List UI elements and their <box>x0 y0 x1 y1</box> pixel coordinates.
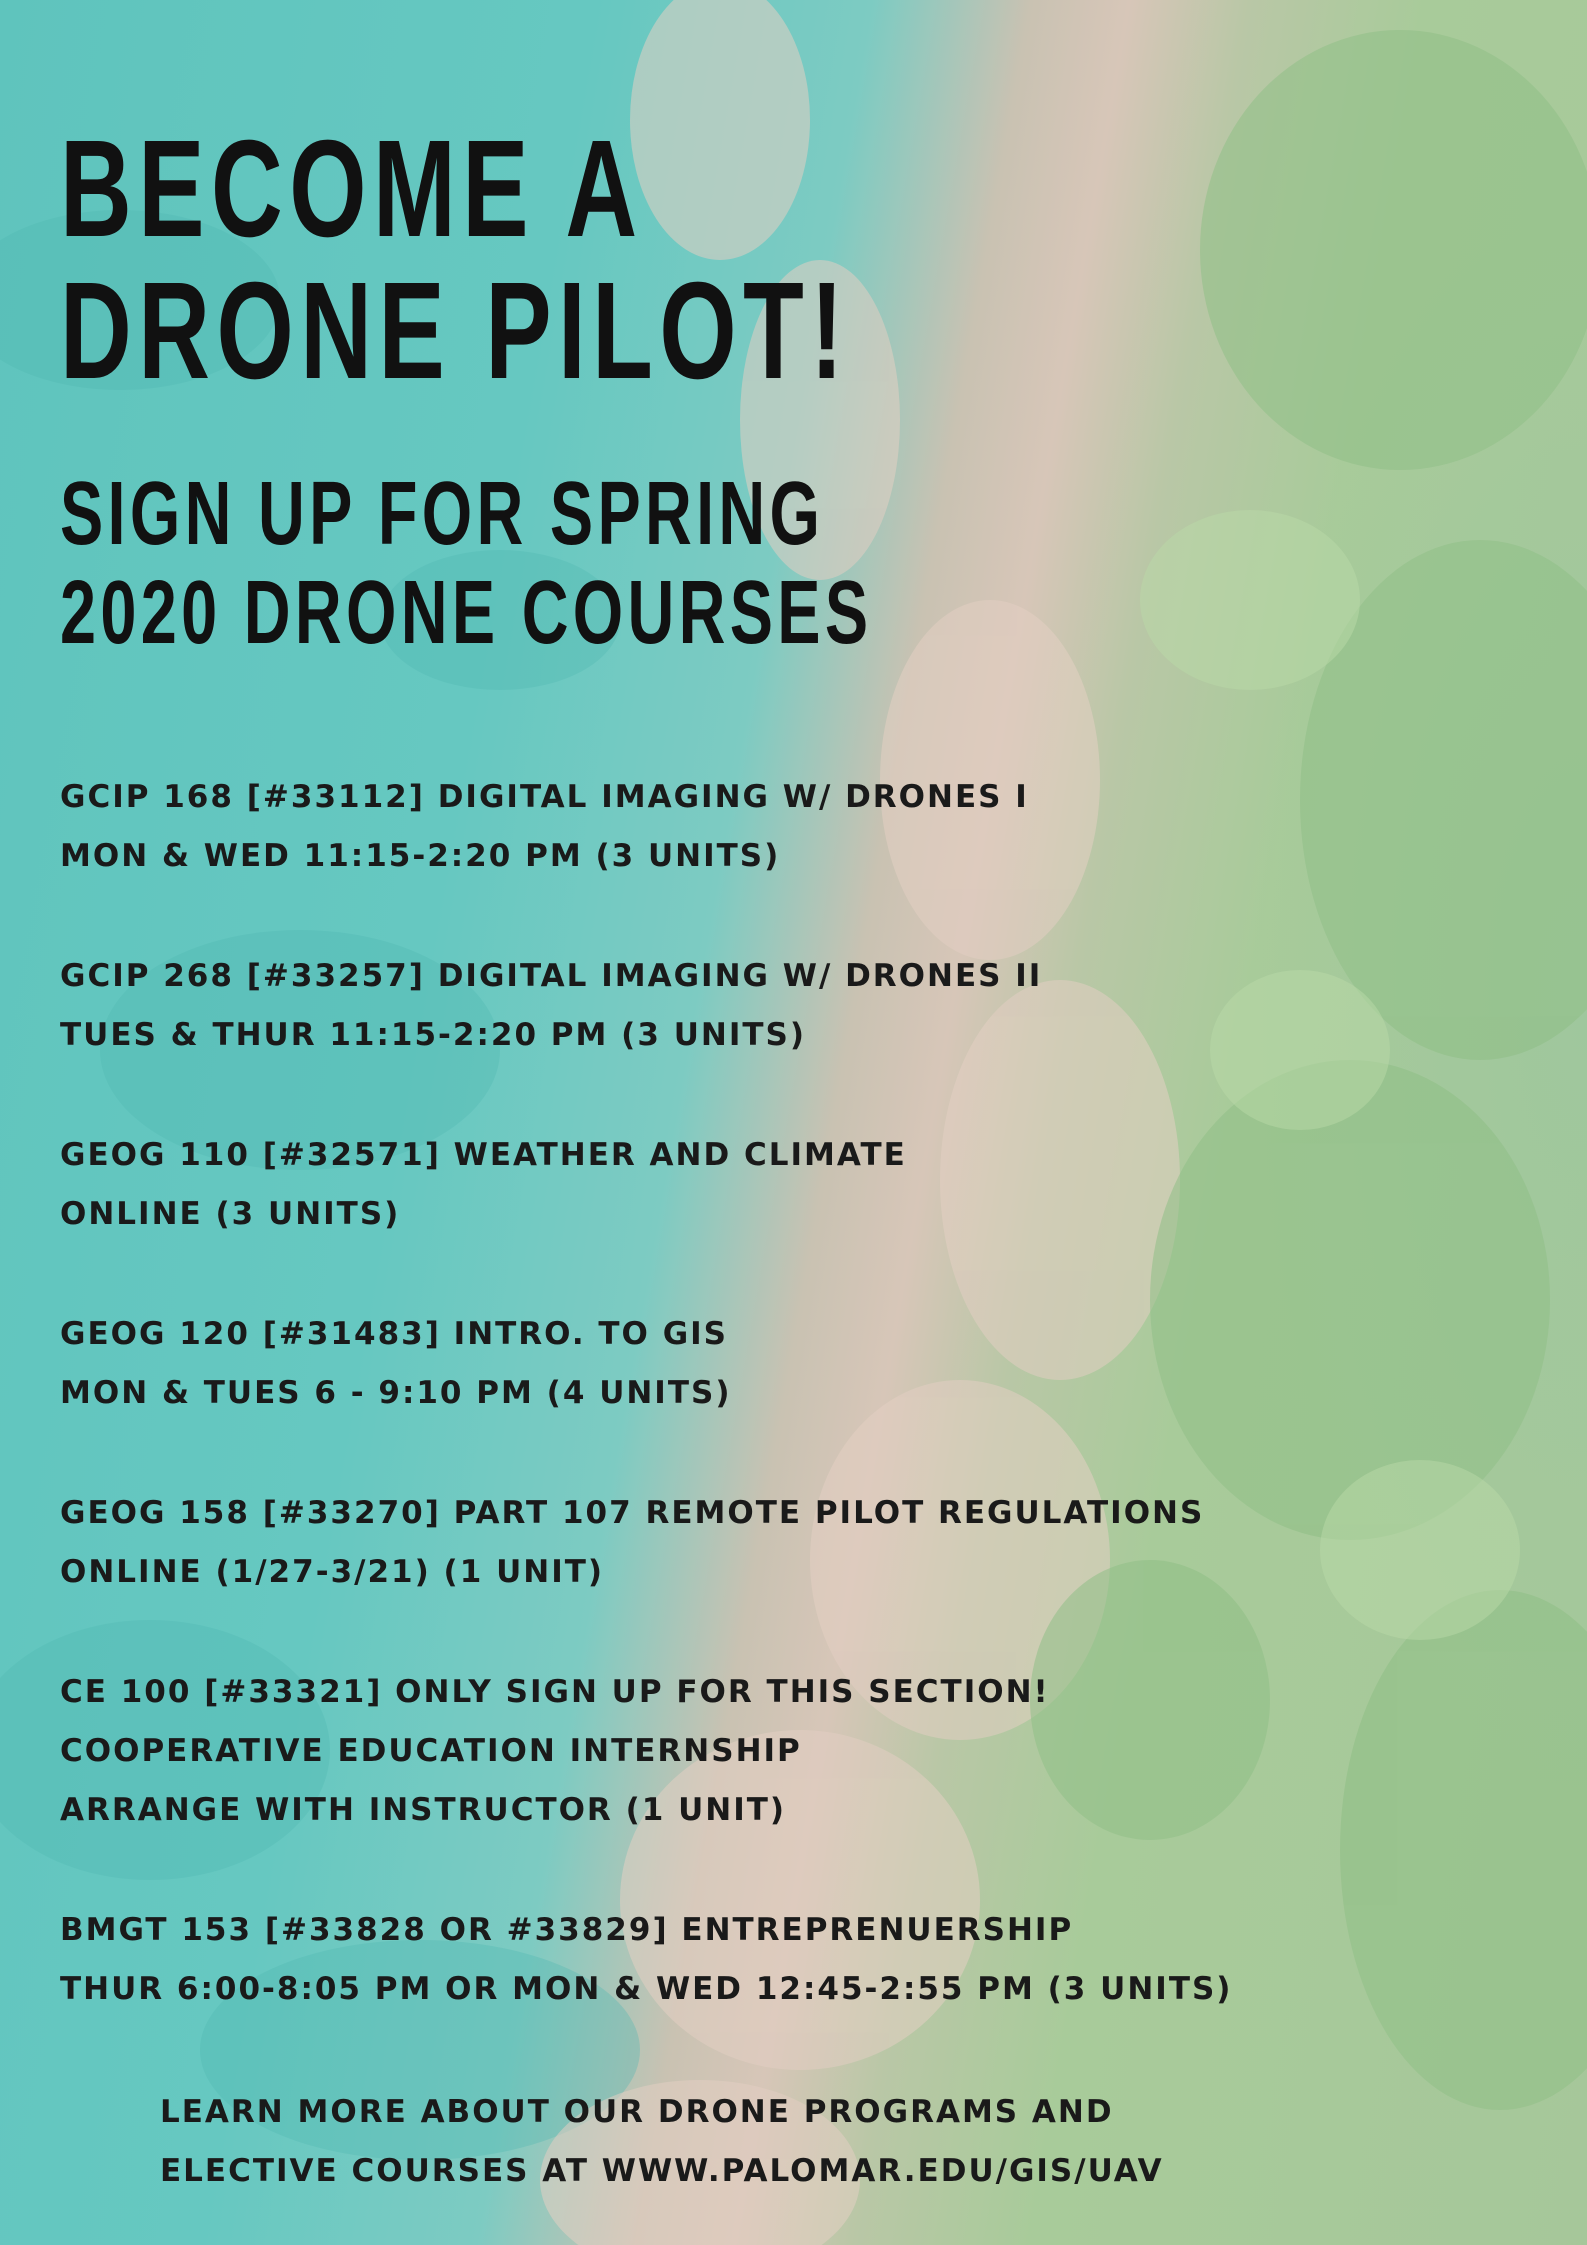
headline <box>60 112 850 408</box>
course-ce-100 <box>60 1663 1232 1840</box>
course-title: CE 100 [#33321] ONLY SIGN UP FOR THIS SECTION! <box>60 1674 1050 1710</box>
course-geog-110 <box>60 1126 1232 1244</box>
course-schedule: MON & TUES 6 - 9:10 PM (4 UNITS) <box>60 1375 732 1411</box>
course-title: GEOG 120 [#31483] INTRO. TO GIS <box>60 1316 728 1352</box>
course-list <box>60 768 1232 2080</box>
footer-note <box>160 2083 1164 2201</box>
course-gcip-168 <box>60 768 1232 886</box>
course-title: GCIP 168 [#33112] DIGITAL IMAGING W/ DRONES I <box>60 779 1029 815</box>
headline-line: BECOME A <box>60 112 644 266</box>
course-schedule: THUR 6:00-8:05 PM OR MON & WED 12:45-2:55 PM (3 UNITS) <box>60 1971 1233 2007</box>
course-schedule: ARRANGE WITH INSTRUCTOR (1 UNIT) <box>60 1792 787 1828</box>
course-title: BMGT 153 [#33828 OR #33829] ENTREPRENUERSHIP <box>60 1912 1074 1948</box>
headline-line: DRONE PILOT! <box>60 254 850 408</box>
subheadline <box>60 465 872 663</box>
course-title: GCIP 268 [#33257] DIGITAL IMAGING W/ DRONES II <box>60 958 1043 994</box>
subheadline-line: 2020 DRONE COURSES <box>60 563 873 663</box>
course-gcip-268 <box>60 947 1232 1065</box>
footer-line: ELECTIVE COURSES AT WWW.PALOMAR.EDU/GIS/UAV <box>160 2153 1164 2189</box>
course-title: GEOG 110 [#32571] WEATHER AND CLIMATE <box>60 1137 907 1173</box>
course-schedule: ONLINE (1/27-3/21) (1 UNIT) <box>60 1554 605 1590</box>
subheadline-line: SIGN UP FOR SPRING <box>60 464 825 564</box>
course-schedule: TUES & THUR 11:15-2:20 PM (3 UNITS) <box>60 1017 806 1053</box>
footer-line: LEARN MORE ABOUT OUR DRONE PROGRAMS AND <box>160 2094 1114 2130</box>
course-geog-158 <box>60 1484 1232 1602</box>
course-geog-120 <box>60 1305 1232 1423</box>
course-schedule: MON & WED 11:15-2:20 PM (3 UNITS) <box>60 838 781 874</box>
course-title: GEOG 158 [#33270] PART 107 REMOTE PILOT REGULATIONS <box>60 1495 1205 1531</box>
course-schedule: ONLINE (3 UNITS) <box>60 1196 401 1232</box>
course-subtitle: COOPERATIVE EDUCATION INTERNSHIP <box>60 1733 802 1769</box>
course-bmgt-153 <box>60 1901 1232 2019</box>
